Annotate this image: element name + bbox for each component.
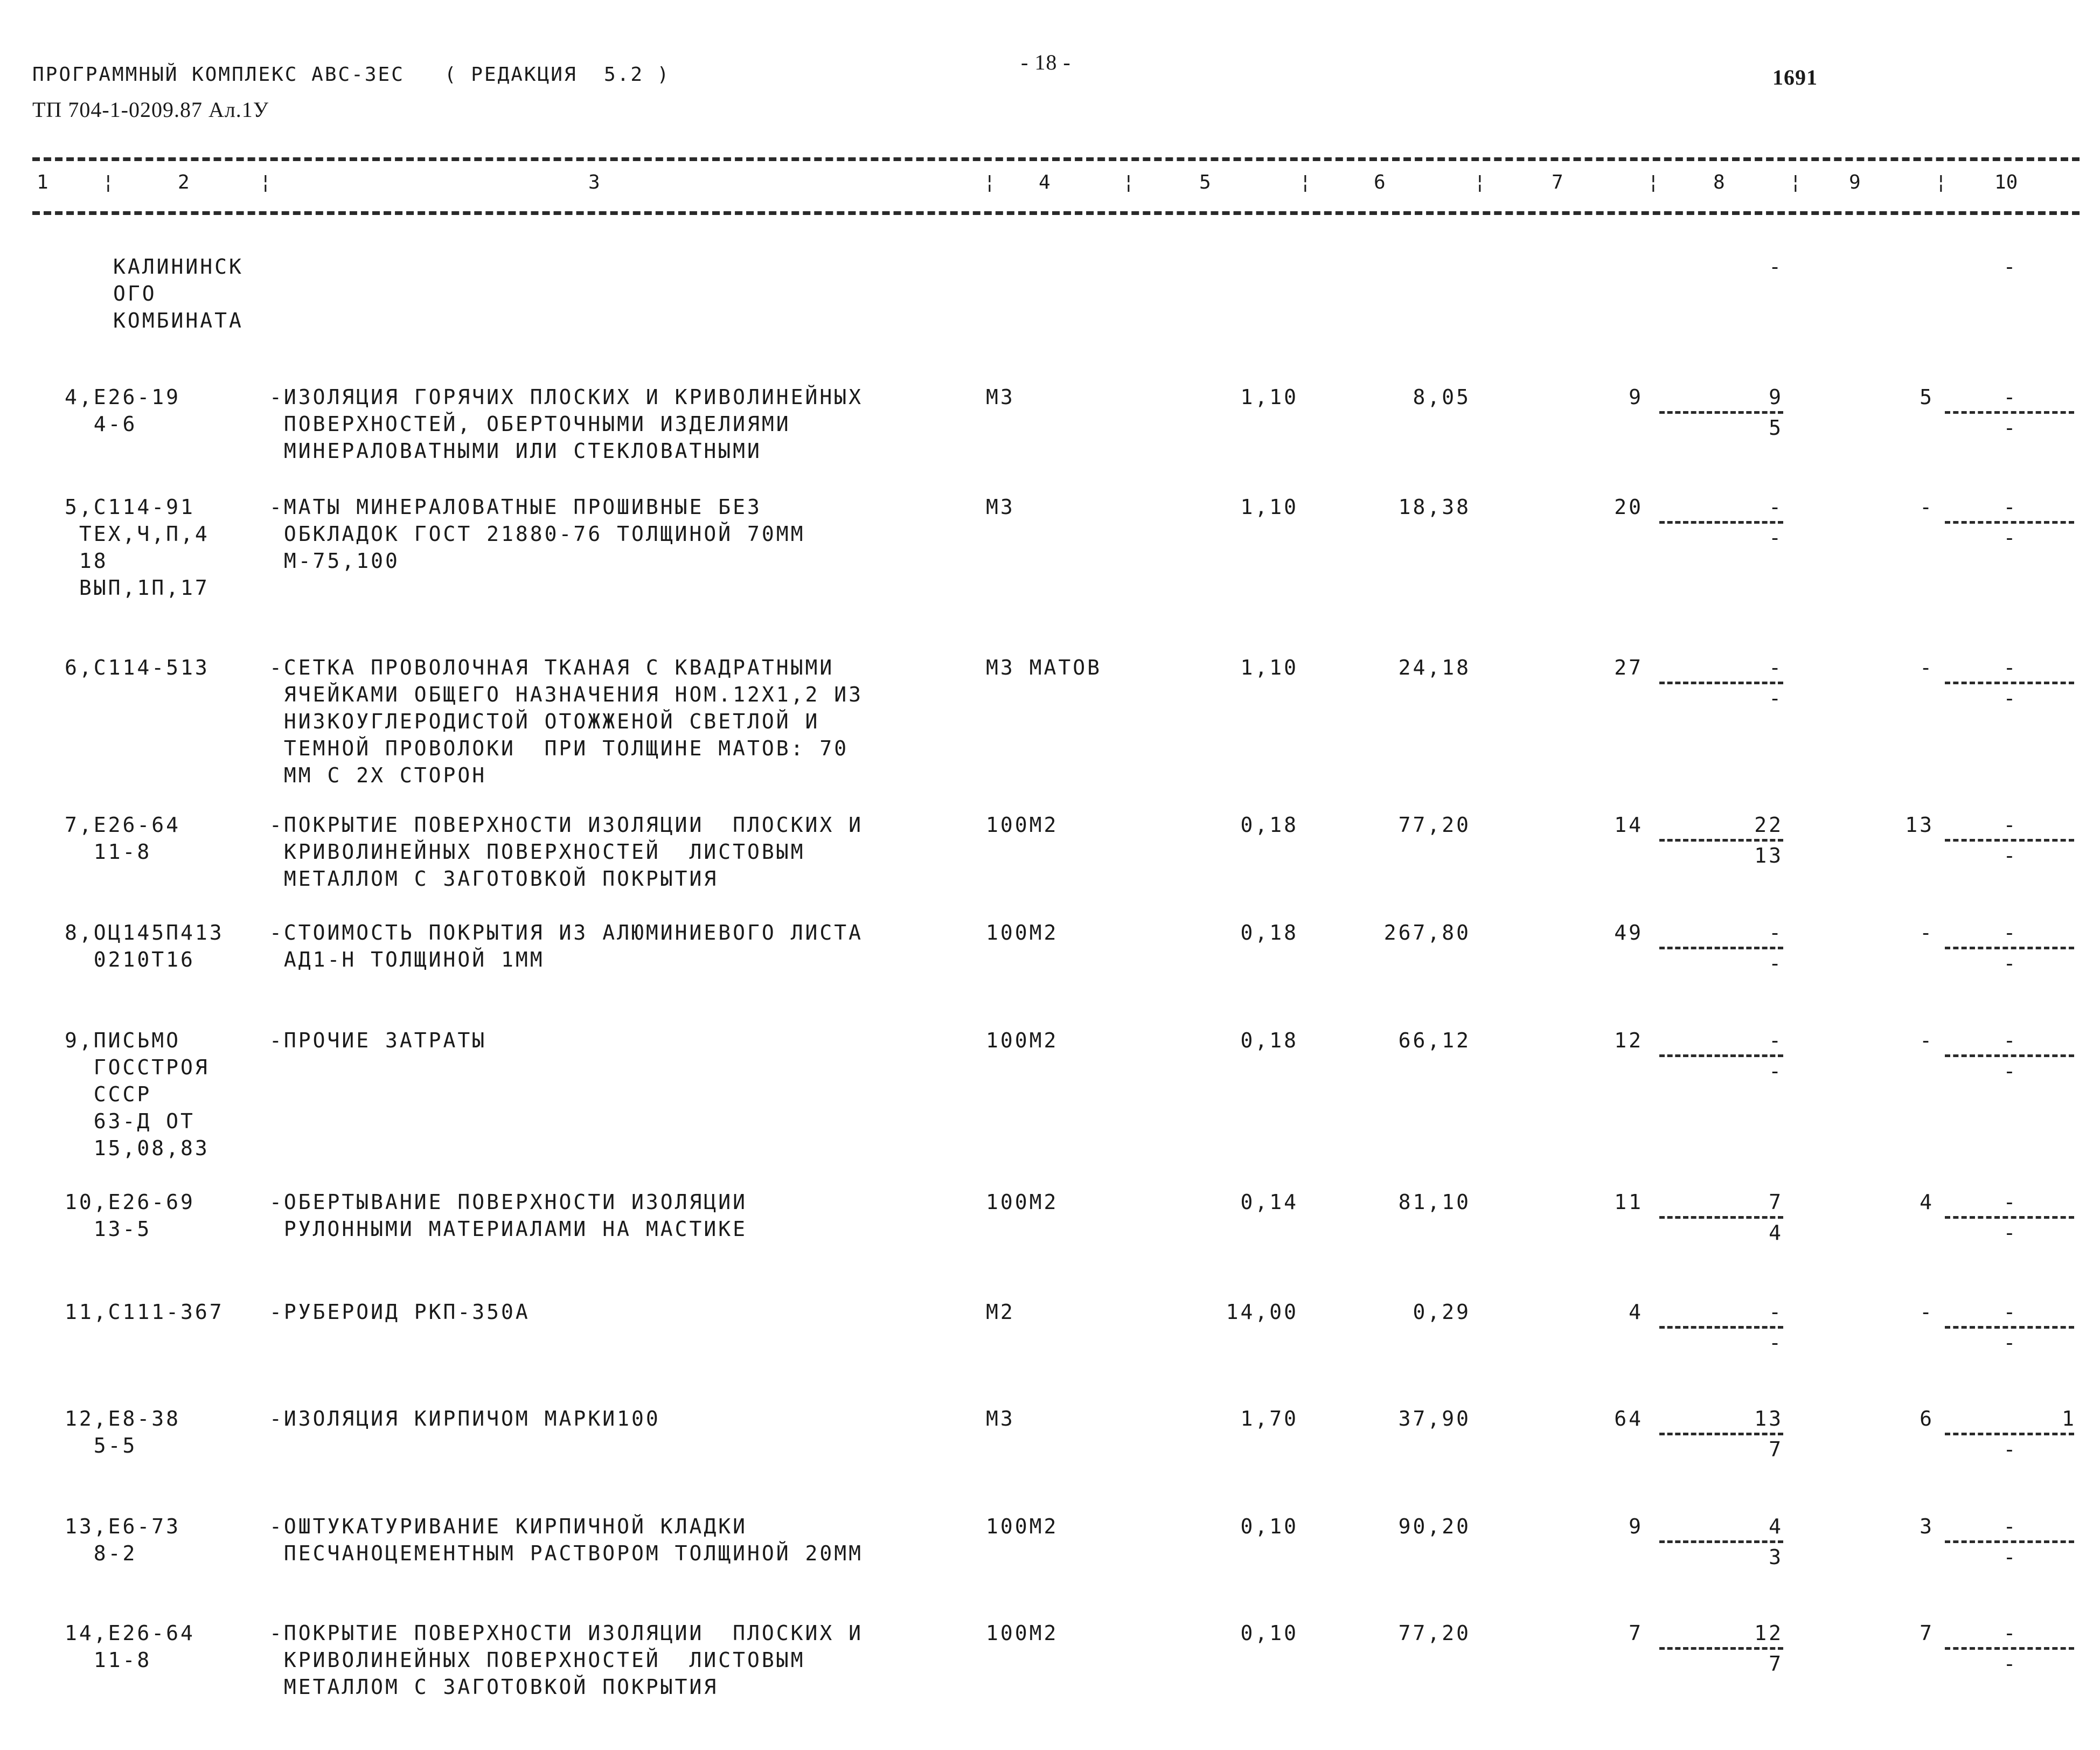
page-number: - 18 - (1021, 50, 1071, 74)
col10-fraction (1945, 1027, 2074, 1085)
col-header-1: 1 (37, 171, 48, 193)
row-description: -СЕТКА ПРОВОЛОЧНАЯ ТКАНАЯ С КВАДРАТНЫМИ ЯЧЕЙКАМИ ОБЩЕГО НАЗНАЧЕНИЯ НОМ.12Х1,2 ИЗ НИЗКОУГЛЕРОДИСТОЙ ОТОЖЖЕНОЙ СВЕТЛОЙ И ТЕМНОЙ ПРОВОЛОКИ ПРИ ТОЛЩИНЕ МАТОВ: 70 ММ С 2Х СТОРОН (269, 656, 863, 787)
row-total-cost: 27 (1614, 656, 1643, 679)
col10-numerator: - (2003, 1515, 2016, 1538)
col10-numerator: - (2003, 385, 2016, 409)
col10-fraction (1945, 1620, 2074, 1677)
col8-denominator: - (1769, 526, 1783, 550)
col8-fraction (1659, 1405, 1783, 1463)
fraction-bar (1659, 411, 1783, 414)
col10-fraction (1945, 1298, 2074, 1356)
row-code: 11,С111-367 (65, 1300, 224, 1324)
project-code: ТП 704-1-0209.87 Ал.1У (32, 98, 269, 122)
row-description: -ПРОЧИЕ ЗАТРАТЫ (269, 1029, 487, 1052)
col8-denominator: 3 (1769, 1545, 1783, 1569)
row-unit-cost: 8,05 (1413, 385, 1471, 409)
col8-denominator: 7 (1769, 1438, 1783, 1461)
row-unit-cost: 77,20 (1398, 813, 1471, 837)
fraction-bar (1945, 1054, 2074, 1057)
row-code: 10,Е26-69 13-5 (65, 1190, 195, 1241)
row-unit: 100М2 (986, 921, 1059, 945)
fraction-bar (1945, 1540, 2074, 1543)
row-total-cost: 7 (1629, 1621, 1643, 1645)
col8-numerator: 4 (1769, 1515, 1783, 1538)
fraction-bar (1659, 521, 1783, 524)
row-unit-cost: 37,90 (1398, 1407, 1471, 1430)
row-unit-cost: 66,12 (1398, 1029, 1471, 1052)
fraction-bar (1945, 1326, 2074, 1329)
col-header-7: 7 (1552, 171, 1563, 193)
col8-fraction (1659, 919, 1783, 977)
row-unit-cost: 267,80 (1383, 921, 1471, 945)
row-total-cost: 49 (1614, 921, 1643, 945)
row-total-cost: 14 (1614, 813, 1643, 837)
row-quantity: 0,18 (1240, 813, 1298, 837)
col8-fraction (1659, 1513, 1783, 1571)
col10-fraction (1945, 919, 2074, 977)
col-separator: ¦ (1299, 171, 1311, 193)
row-total-cost: 12 (1614, 1029, 1643, 1052)
col-header-8: 8 (1713, 171, 1725, 193)
row-description: -ОШТУКАТУРИВАНИЕ КИРПИЧНОЙ КЛАДКИ ПЕСЧАНОЦЕМЕНТНЫМ РАСТВОРОМ ТОЛЩИНОЙ 20ММ (269, 1515, 863, 1565)
fraction-bar (1659, 1326, 1783, 1329)
col10-numerator: - (2003, 656, 2016, 679)
row-total-cost: 9 (1629, 385, 1643, 409)
col-header-9: 9 (1849, 171, 1861, 193)
col8-fraction (1659, 1298, 1783, 1356)
fraction-bar (1945, 682, 2074, 684)
col-separator: ¦ (1790, 171, 1802, 193)
row-col9: 3 (1920, 1515, 1934, 1538)
col10-fraction (1945, 384, 2074, 441)
row-unit-cost: 18,38 (1398, 495, 1471, 519)
table-header-rule (32, 211, 2080, 215)
col8-fraction (1659, 384, 1783, 441)
row-code-continuation: КАЛИНИНСК ОГО КОМБИНАТА (113, 255, 244, 332)
fraction-bar (1945, 839, 2074, 842)
row-description: -ОБЕРТЫВАНИЕ ПОВЕРХНОСТИ ИЗОЛЯЦИИ РУЛОННЫМИ МАТЕРИАЛАМИ НА МАСТИКЕ (269, 1190, 747, 1241)
col10-numerator: - (2003, 495, 2016, 519)
row-unit: 100М2 (986, 813, 1059, 837)
col10-numerator: - (2003, 1029, 2016, 1052)
col-separator: ¦ (1123, 171, 1135, 193)
row-total-cost: 64 (1614, 1407, 1643, 1430)
row-description: -СТОИМОСТЬ ПОКРЫТИЯ ИЗ АЛЮМИНИЕВОГО ЛИСТА АД1-Н ТОЛЩИНОЙ 1ММ (269, 921, 863, 971)
row-unit: 100М2 (986, 1190, 1059, 1214)
row-description: -РУБЕРОИД РКП-350А (269, 1300, 530, 1324)
col8-denominator: - (1769, 686, 1783, 710)
col8-numerator: 12 (1754, 1621, 1783, 1645)
row-col9: - (1920, 656, 1934, 679)
row-col9: - (1920, 1300, 1934, 1324)
col8-numerator: - (1769, 921, 1783, 945)
col8-numerator: 7 (1769, 1190, 1783, 1214)
program-header: ПРОГРАММНЫЙ КОМПЛЕКС АВС-3ЕС ( РЕДАКЦИЯ 5.2 ) (32, 64, 671, 86)
col8-denominator: - (1769, 952, 1783, 975)
row-col9: 4 (1920, 1190, 1934, 1214)
row-total-cost: 9 (1629, 1515, 1643, 1538)
col10-fraction (1945, 253, 2074, 280)
row-unit: М3 (986, 385, 1015, 409)
col10-numerator: 1 (2062, 1407, 2074, 1430)
row-col9: - (1920, 1029, 1934, 1052)
row-unit-cost: 81,10 (1398, 1190, 1471, 1214)
row-quantity: 0,10 (1240, 1621, 1298, 1645)
row-unit: М3 (986, 495, 1015, 519)
col10-numerator: - (2003, 255, 2016, 279)
col-separator: ¦ (1474, 171, 1486, 193)
row-description: -ПОКРЫТИЕ ПОВЕРХНОСТИ ИЗОЛЯЦИИ ПЛОСКИХ И КРИВОЛИНЕЙНЫХ ПОВЕРХНОСТЕЙ ЛИСТОВЫМ МЕТАЛЛОМ С ЗАГОТОВКОЙ ПОКРЫТИЯ (269, 813, 863, 891)
row-unit: 100М2 (986, 1029, 1059, 1052)
col-header-10: 10 (1994, 171, 2018, 193)
row-unit-cost: 77,20 (1398, 1621, 1471, 1645)
col-header-5: 5 (1199, 171, 1211, 193)
col8-denominator: - (1769, 1059, 1783, 1083)
row-unit-cost: 0,29 (1413, 1300, 1471, 1324)
col8-fraction (1659, 253, 1783, 280)
col-header-3: 3 (588, 171, 600, 193)
col8-fraction (1659, 811, 1783, 869)
col10-denominator: - (2003, 844, 2016, 867)
row-code: 12,Е8-38 5-5 (65, 1407, 181, 1457)
col8-numerator: - (1769, 1029, 1783, 1052)
row-unit: М3 (986, 1407, 1015, 1430)
col8-numerator: 9 (1769, 385, 1783, 409)
fraction-bar (1945, 1433, 2074, 1435)
row-code: 7,Е26-64 11-8 (65, 813, 181, 864)
col10-denominator: - (2003, 686, 2016, 710)
col10-fraction (1945, 1189, 2074, 1246)
row-description: -ПОКРЫТИЕ ПОВЕРХНОСТИ ИЗОЛЯЦИИ ПЛОСКИХ И КРИВОЛИНЕЙНЫХ ПОВЕРХНОСТЕЙ ЛИСТОВЫМ МЕТАЛЛОМ С ЗАГОТОВКОЙ ПОКРЫТИЯ (269, 1621, 863, 1699)
col10-denominator: - (2003, 1221, 2016, 1245)
fraction-bar (1945, 1647, 2074, 1650)
row-code: 4,Е26-19 4-6 (65, 385, 181, 436)
row-code: 9,ПИСЬМО ГОССТРОЯ СССР 63-Д ОТ 15,08,83 (65, 1029, 210, 1160)
col8-fraction (1659, 1189, 1783, 1246)
col10-numerator: - (2003, 813, 2016, 837)
col8-numerator: - (1769, 255, 1783, 279)
col-header-6: 6 (1374, 171, 1386, 193)
col10-fraction (1945, 1513, 2074, 1571)
row-quantity: 1,10 (1240, 385, 1298, 409)
row-unit-cost: 90,20 (1398, 1515, 1471, 1538)
row-code: 13,Е6-73 8-2 (65, 1515, 181, 1565)
row-col9: - (1920, 495, 1934, 519)
col10-denominator: - (2003, 1652, 2016, 1676)
row-quantity: 0,14 (1240, 1190, 1298, 1214)
col8-numerator: - (1769, 1300, 1783, 1324)
row-col9: 7 (1920, 1621, 1934, 1645)
sheet-number: 1691 (1772, 65, 1818, 89)
row-total-cost: 20 (1614, 495, 1643, 519)
col8-numerator: - (1769, 656, 1783, 679)
col10-denominator: - (2003, 526, 2016, 550)
col10-numerator: - (2003, 1300, 2016, 1324)
fraction-bar (1945, 521, 2074, 524)
row-quantity: 0,10 (1240, 1515, 1298, 1538)
row-unit: М3 МАТОВ (986, 656, 1102, 679)
row-quantity: 1,10 (1240, 495, 1298, 519)
col10-denominator: - (2003, 1059, 2016, 1083)
fraction-bar (1945, 1216, 2074, 1219)
col10-denominator: - (2003, 952, 2016, 975)
col8-denominator: 4 (1769, 1221, 1783, 1245)
fraction-bar (1945, 947, 2074, 949)
col10-fraction (1945, 654, 2074, 712)
row-unit: 100М2 (986, 1515, 1059, 1538)
table-top-rule (32, 157, 2080, 161)
row-total-cost: 4 (1629, 1300, 1643, 1324)
row-unit-cost: 24,18 (1398, 656, 1471, 679)
col8-numerator: 22 (1754, 813, 1783, 837)
col10-fraction (1945, 811, 2074, 869)
row-total-cost: 11 (1614, 1190, 1643, 1214)
row-quantity: 0,18 (1240, 921, 1298, 945)
fraction-bar (1659, 947, 1783, 949)
row-description: -ИЗОЛЯЦИЯ КИРПИЧОМ МАРКИ100 (269, 1407, 660, 1430)
col10-denominator: - (2003, 1545, 2016, 1569)
col10-denominator: - (2003, 416, 2016, 440)
col-separator: ¦ (984, 171, 996, 193)
col-header-4: 4 (1039, 171, 1051, 193)
fraction-bar (1659, 1216, 1783, 1219)
fraction-bar (1945, 411, 2074, 414)
fraction-bar (1659, 839, 1783, 842)
fraction-bar (1659, 1433, 1783, 1435)
col10-numerator: - (2003, 921, 2016, 945)
row-code: 5,С114-91 ТЕХ,Ч,П,4 18 ВЫП,1П,17 (65, 495, 210, 600)
col8-denominator: 13 (1754, 844, 1783, 867)
col8-denominator: 5 (1769, 416, 1783, 440)
row-code: 8,ОЦ145П413 0210Т16 (65, 921, 224, 971)
row-quantity: 1,70 (1240, 1407, 1298, 1430)
row-description: -ИЗОЛЯЦИЯ ГОРЯЧИХ ПЛОСКИХ И КРИВОЛИНЕЙНЫХ ПОВЕРХНОСТЕЙ, ОБЕРТОЧНЫМИ ИЗДЕЛИЯМИ МИНЕРАЛОВАТНЫМИ ИЛИ СТЕКЛОВАТНЫМИ (269, 385, 863, 463)
col8-denominator: - (1769, 1331, 1783, 1355)
fraction-bar (1659, 1540, 1783, 1543)
col8-fraction (1659, 654, 1783, 712)
col-separator: ¦ (1647, 171, 1659, 193)
row-quantity: 0,18 (1240, 1029, 1298, 1052)
row-unit: М2 (986, 1300, 1015, 1324)
col8-fraction (1659, 1620, 1783, 1677)
col10-numerator: - (2003, 1190, 2016, 1214)
row-description: -МАТЫ МИНЕРАЛОВАТНЫЕ ПРОШИВНЫЕ БЕЗ ОБКЛАДОК ГОСТ 21880-76 ТОЛЩИНОЙ 70ММ М-75,100 (269, 495, 805, 573)
col10-fraction (1945, 494, 2074, 551)
row-quantity: 14,00 (1226, 1300, 1298, 1324)
col10-numerator: - (2003, 1621, 2016, 1645)
col10-fraction (1945, 1405, 2074, 1463)
row-col9: - (1920, 921, 1934, 945)
col10-denominator: - (2003, 1438, 2016, 1461)
fraction-bar (1659, 682, 1783, 684)
row-quantity: 1,10 (1240, 656, 1298, 679)
row-code: 6,С114-513 (65, 656, 210, 679)
row-col9: 13 (1905, 813, 1934, 837)
col8-denominator: 7 (1769, 1652, 1783, 1676)
col-header-2: 2 (178, 171, 190, 193)
col-separator: ¦ (1935, 171, 1947, 193)
col10-denominator: - (2003, 1331, 2016, 1355)
col-separator: ¦ (260, 171, 272, 193)
row-col9: 6 (1920, 1407, 1934, 1430)
col-separator: ¦ (102, 171, 114, 193)
col8-fraction (1659, 1027, 1783, 1085)
col8-numerator: 13 (1754, 1407, 1783, 1430)
col8-fraction (1659, 494, 1783, 551)
fraction-bar (1659, 1647, 1783, 1650)
row-unit: 100М2 (986, 1621, 1059, 1645)
row-col9: 5 (1920, 385, 1934, 409)
row-code: 14,Е26-64 11-8 (65, 1621, 195, 1672)
fraction-bar (1659, 1054, 1783, 1057)
col8-numerator: - (1769, 495, 1783, 519)
